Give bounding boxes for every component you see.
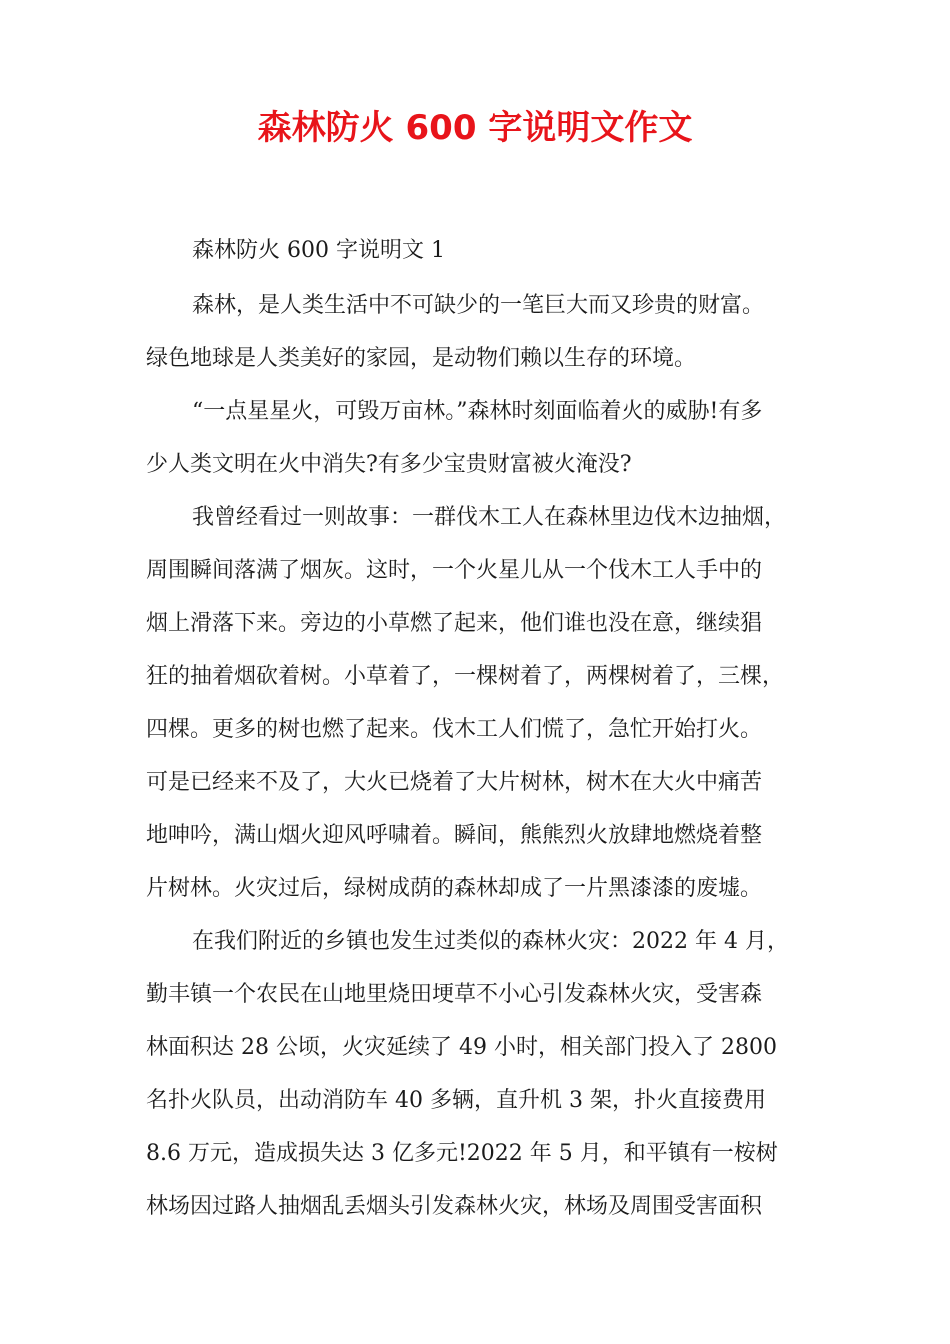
paragraph-line: 我曾经看过一则故事：一群伐木工人在森林里边伐木边抽烟， [192,505,787,530]
document-body [146,224,818,1233]
paragraph-line: 8.6 万元，造成损失达 3 亿多元!2022 年 5 月，和平镇有一桉树 [146,1141,778,1166]
paragraph-line: 周围瞬间落满了烟灰。这时，一个火星儿从一个伐木工人手中的 [146,558,763,583]
paragraph-line: 勤丰镇一个农民在山地里烧田埂草不小心引发森林火灾，受害森 [146,982,763,1007]
paragraph-line: 四棵。更多的树也燃了起来。伐木工人们慌了，急忙开始打火。 [146,717,763,742]
paragraph [146,491,818,915]
paragraph-line: 片树林。火灾过后，绿树成荫的森林却成了一片黑漆漆的废墟。 [146,876,763,901]
section-heading: 森林防火 600 字说明文 1 [192,238,445,263]
paragraph-line: 在我们附近的乡镇也发生过类似的森林火灾：2022 年 4 月， [192,929,789,954]
paragraph-line: 少人类文明在火中消失?有多少宝贵财富被火淹没? [146,452,632,477]
paragraph [146,279,818,385]
paragraph-line: 烟上滑落下来。旁边的小草燃了起来，他们谁也没在意，继续猖 [146,611,763,636]
paragraph-line: “一点星星火，可毁万亩林。”森林时刻面临着火的威胁!有多 [192,399,763,424]
paragraph-line: 地呻吟，满山烟火迎风呼啸着。瞬间，熊熊烈火放肆地燃烧着整 [146,823,763,848]
paragraph-line: 森林，是人类生活中不可缺少的一笔巨大而又珍贵的财富。 [192,293,765,318]
paragraph [146,385,818,491]
paragraph-line: 狂的抽着烟砍着树。小草着了，一棵树着了，两棵树着了，三棵， [146,664,785,689]
paragraph-line: 名扑火队员，出动消防车 40 多辆，直升机 3 架，扑火直接费用 [146,1088,766,1113]
document-title: 森林防火 600 字说明文作文 [257,108,693,148]
paragraph-line: 林面积达 28 公顷，火灾延续了 49 小时，相关部门投入了 2800 [146,1035,777,1060]
paragraph-line: 绿色地球是人类美好的家园，是动物们赖以生存的环境。 [146,346,697,371]
paragraph [146,915,818,1233]
paragraph-line: 林场因过路人抽烟乱丢烟头引发森林火灾，林场及周围受害面积 [146,1194,763,1219]
paragraph-line: 可是已经来不及了，大火已烧着了大片树林，树木在大火中痛苦 [146,770,763,795]
